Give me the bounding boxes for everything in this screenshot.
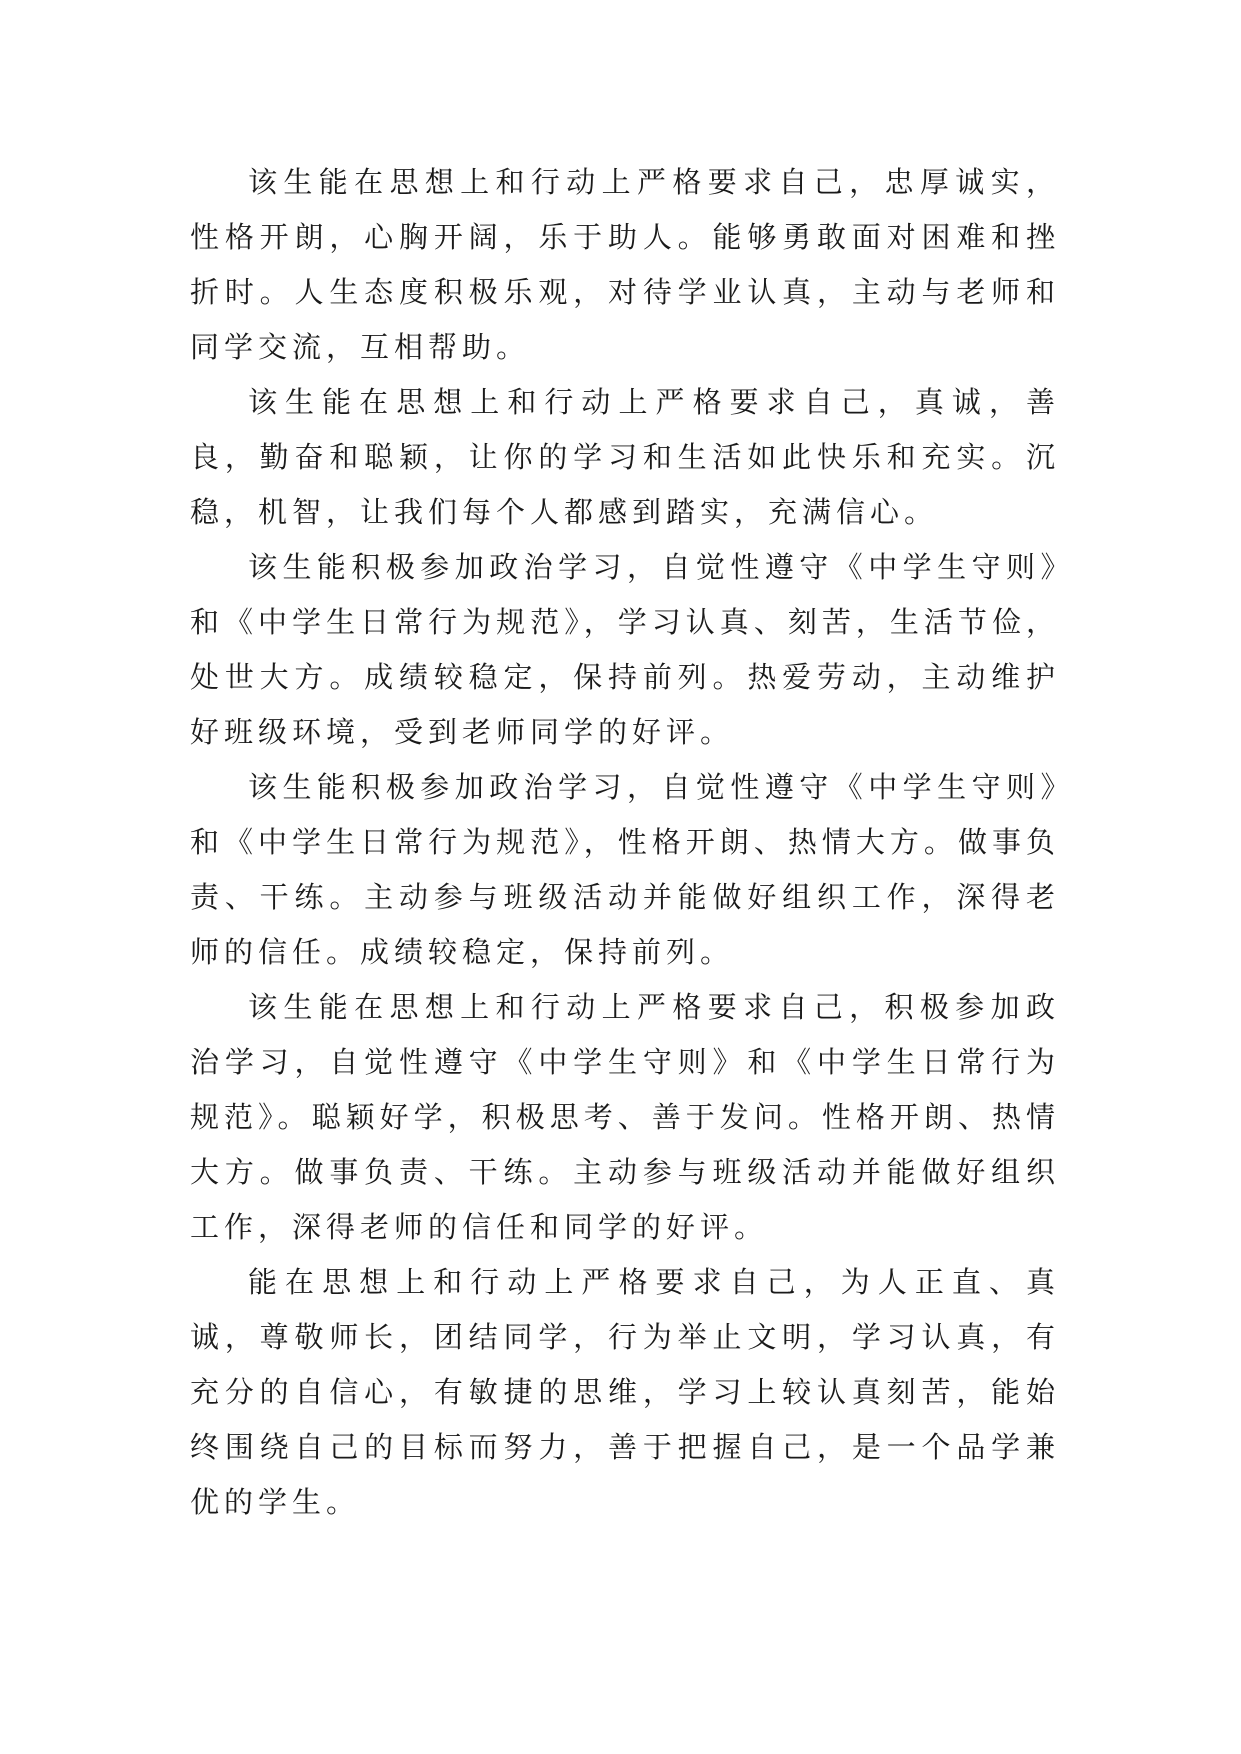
document-body [190,155,1060,1530]
paragraph-3: 该生能积极参加政治学习，自觉性遵守《中学生守则》和《中学生日常行为规范》，学习认真、刻苦，生活节俭，处世大方。成绩较稳定，保持前列。热爱劳动，主动维护好班级环境，受到老师同学的好评。 [190,550,1060,749]
paragraph-2: 该生能在思想上和行动上严格要求自己，真诚，善良，勤奋和聪颖，让你的学习和生活如此快乐和充实。沉稳，机智，让我们每个人都感到踏实，充满信心。 [190,385,1060,529]
paragraph-1: 该生能在思想上和行动上严格要求自己，忠厚诚实，性格开朗，心胸开阔，乐于助人。能够勇敢面对困难和挫折时。人生态度积极乐观，对待学业认真，主动与老师和同学交流，互相帮助。 [190,165,1060,364]
paragraph-4: 该生能积极参加政治学习，自觉性遵守《中学生守则》和《中学生日常行为规范》，性格开朗、热情大方。做事负责、干练。主动参与班级活动并能做好组织工作，深得老师的信任。成绩较稳定，保持前列。 [190,770,1060,969]
paragraph-6: 能在思想上和行动上严格要求自己，为人正直、真诚，尊敬师长，团结同学，行为举止文明，学习认真，有充分的自信心，有敏捷的思维，学习上较认真刻苦，能始终围绕自己的目标而努力，善于把握自己，是一个品学兼优的学生。 [190,1265,1060,1519]
paragraph-5: 该生能在思想上和行动上严格要求自己，积极参加政治学习，自觉性遵守《中学生守则》和《中学生日常行为规范》。聪颖好学，积极思考、善于发问。性格开朗、热情大方。做事负责、干练。主动参与班级活动并能做好组织工作，深得老师的信任和同学的好评。 [190,990,1060,1244]
